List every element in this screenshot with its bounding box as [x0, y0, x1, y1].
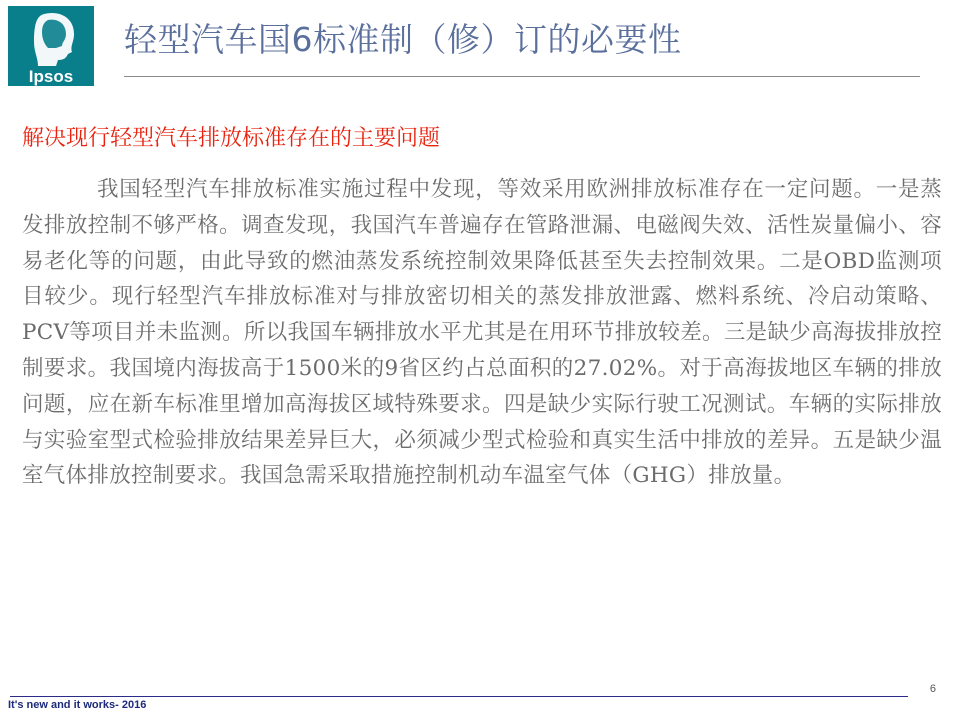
footer-tagline: It's new and it works- 2016 [8, 699, 147, 711]
ipsos-logo [8, 6, 94, 86]
title-divider [124, 76, 920, 77]
logo-wordmark: Ipsos [28, 67, 74, 86]
ipsos-logo-mark [8, 6, 94, 86]
slide-title: 轻型汽车国6标准制（修）订的必要性 [124, 20, 682, 59]
page-number: 6 [929, 683, 936, 695]
footer-divider [10, 696, 908, 697]
body-paragraph: 我国轻型汽车排放标准实施过程中发现，等效采用欧洲排放标准存在一定问题。一是蒸发排放控制不够严格。调查发现，我国汽车普遍存在管路泄漏、电磁阀失效、活性炭量偏小、容易老化等的问题，由此导致的燃油蒸发系统控制效果降低甚至失去控制效果。二是OBD监测项目较少。现行轻型汽车排放标准对与排放密切相关的蒸发排放泄露、燃料系统、冷启动策略、PCV等项目并未监测。所以我国车辆排放水平尤其是在用环节排放较差。三是缺少高海拔排放控制要求。我国境内海拔高于1500米的9省区约占总面积的27.02%。对于高海拔地区车辆的排放问题，应在新车标准里增加高海拔区域特殊要求。四是缺少实际行驶工况测试。车辆的实际排放与实验室型式检验排放结果差异巨大，必须减少型式检验和真实生活中排放的差异。五是缺少温室气体排放控制要求。我国急需采取措施控制机动车温室气体（GHG）排放量。 [22, 177, 942, 489]
section-heading: 解决现行轻型汽车排放标准存在的主要问题 [22, 126, 441, 151]
